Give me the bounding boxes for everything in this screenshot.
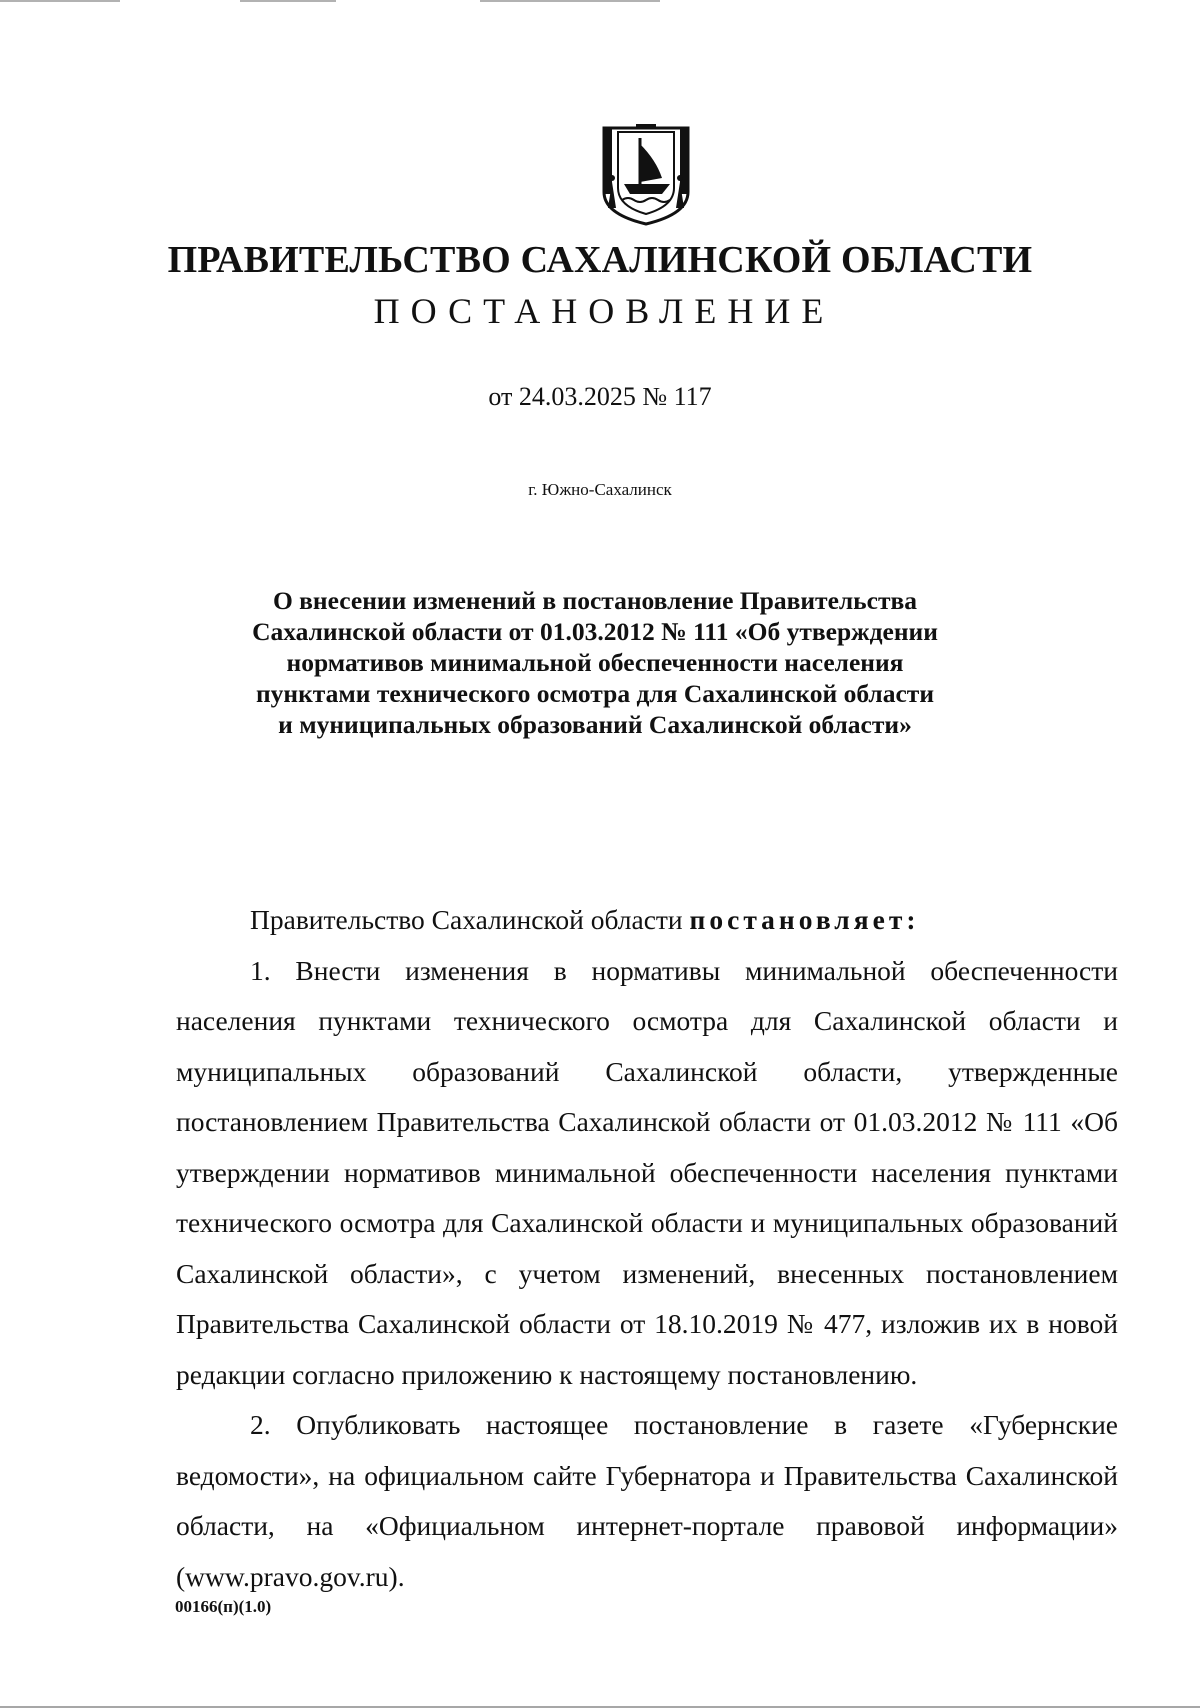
document-date-number: от 24.03.2025 № 117: [488, 382, 712, 411]
document-title: [240, 585, 950, 740]
title-line: пунктами технического осмотра для Сахалинской области: [255, 679, 935, 708]
document-code: 00166(п)(1.0): [175, 1597, 272, 1616]
item-2: 2. Опубликовать настоящее постановление в газете «Губернские ведомости», на официальном сайте Губернатора и Правительства Сахалинской области, на «Официальном интернет-портале правовой информации» (www.pravo.gov.ru).: [176, 1409, 1118, 1592]
title-line: и муниципальных образований Сахалинской области»: [278, 710, 912, 739]
title-line: нормативов минимальной обеспеченности населения: [286, 648, 904, 677]
preamble-prefix: Правительство Сахалинской области: [250, 904, 683, 935]
item-1: 1. Внести изменения в нормативы минимальной обеспеченности населения пунктами технического осмотра для Сахалинской области и муниципальных образований Сахалинской области, утвержденные постановлением Правительства Сахалинской области от 01.03.2012 № 111 «Об утверждении нормативов минимальной обеспеченности населения пунктами технического осмотра для Сахалинской области и муниципальных образований Сахалинской области», с учетом изменений, внесенных постановлением Правительства Сахалинской области от 18.10.2019 № 477, изложив их в новой редакции согласно приложению к настоящему постановлению.: [176, 954, 1118, 1390]
sakhalin-coat-of-arms-icon: [600, 122, 692, 226]
document-city: г. Южно-Сахалинск: [528, 480, 672, 499]
title-line: О внесении изменений в постановление Правительства: [272, 586, 918, 615]
government-name: ПРАВИТЕЛЬСТВО САХАЛИНСКОЙ ОБЛАСТИ: [167, 239, 1033, 281]
preamble-verb: постановляет:: [689, 904, 920, 935]
document-body: [176, 895, 1118, 1602]
scan-edge-top: [0, 0, 1200, 2]
preamble: [176, 895, 1118, 946]
title-line: Сахалинской области от 01.03.2012 № 111 «Об утверждении: [252, 617, 938, 646]
document-type: ПОСТАНОВЛЕНИЕ: [373, 291, 835, 331]
